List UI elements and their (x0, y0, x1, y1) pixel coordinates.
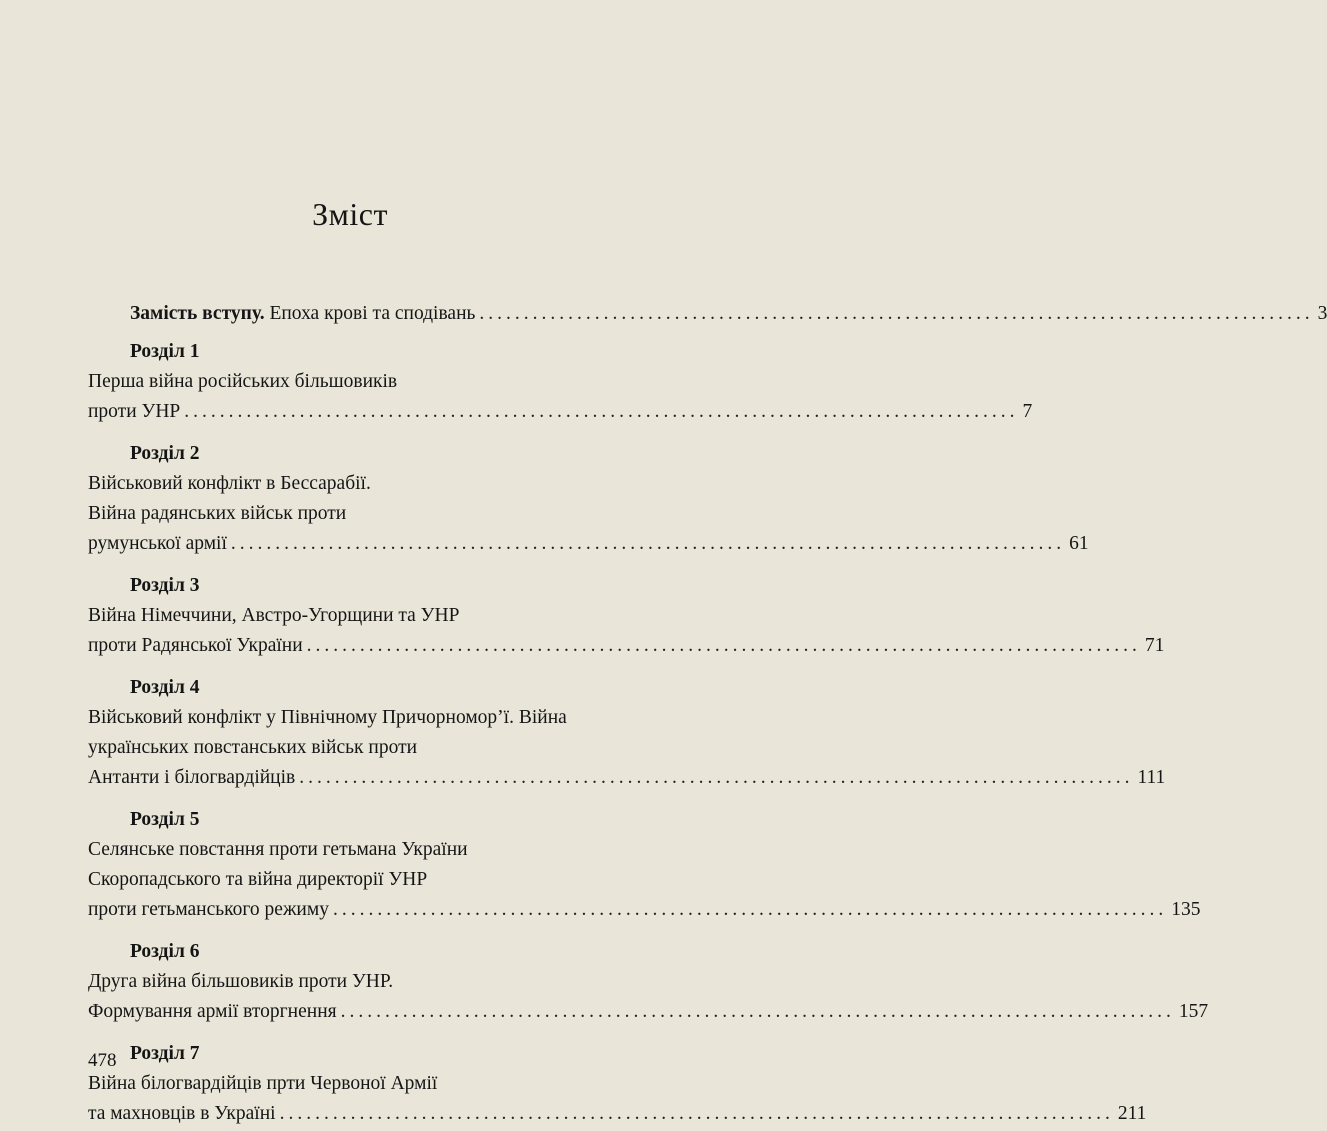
chapter-heading: Розділ 6 (130, 941, 200, 962)
chapter-title-line: Війна Німеччини, Австро-Угорщини та УНР (88, 605, 460, 626)
toc-intro-title: Епоха крові та сподівань (264, 303, 476, 324)
chapter-title-last-line (88, 631, 1165, 661)
toc-intro-label: Замість вступу. (130, 303, 265, 324)
page-title: Зміст (312, 196, 388, 232)
chapter-heading: Розділ 4 (130, 677, 200, 698)
chapter-title-last-line (88, 763, 1166, 793)
toc-intro-text (130, 299, 475, 329)
chapter-title-last-line (88, 997, 1209, 1027)
chapter-heading: Розділ 3 (130, 575, 200, 596)
chapter-title-line: румунської армії (88, 533, 227, 554)
chapter-title-last-line (88, 1099, 1147, 1129)
dot-leader: .............................................................................................. (340, 1001, 1175, 1022)
dot-leader: .............................................................................................. (306, 635, 1141, 656)
toc-page-number: 135 (1171, 899, 1201, 920)
dot-leader: .............................................................................................. (230, 533, 1066, 554)
chapter-list (88, 337, 1209, 1129)
dot-leader: .............................................................................................. (279, 1103, 1114, 1124)
chapter-heading: Розділ 5 (130, 809, 200, 830)
chapter-title-line: Скоропадського та війна директорії УНР (88, 869, 428, 890)
toc-entry-intro (88, 299, 1327, 329)
chapter-heading: Розділ 7 (130, 1043, 200, 1064)
chapter-title-last-line (88, 397, 1033, 427)
chapter-title-last-line (88, 529, 1089, 559)
chapter-title-line: проти гетьманського режиму (88, 899, 329, 920)
chapter-title-line: українських повстанських військ проти (88, 737, 418, 758)
toc-entry-chapter-3 (88, 571, 1165, 661)
dot-leader: .............................................................................................. (184, 401, 1019, 422)
toc-page-number: 111 (1137, 767, 1166, 788)
toc-entry-chapter-7 (88, 1039, 1147, 1129)
chapter-heading: Розділ 1 (130, 341, 200, 362)
chapter-title-line: Селянське повстання проти гетьмана України (88, 839, 468, 860)
toc-page-number: 71 (1144, 635, 1165, 656)
chapter-title-line: Перша війна російських більшовиків (88, 371, 398, 392)
chapter-title-last-line (88, 895, 1201, 925)
toc-entry-chapter-4 (88, 673, 1166, 793)
toc-page-number: 61 (1069, 533, 1089, 554)
chapter-title-line: Військовий конфлікт в Бессарабії. (88, 473, 371, 494)
toc-entry-chapter-1 (88, 337, 1033, 427)
chapter-heading: Розділ 2 (130, 443, 200, 464)
chapter-title-line: Військовий конфлікт у Північному Причорномор’ї. Війна (88, 707, 567, 728)
toc-entry-chapter-2 (88, 439, 1089, 559)
dot-leader: .............................................................................................. (332, 899, 1168, 920)
toc-intro-line (88, 299, 1327, 329)
dot-leader: .............................................................................................. (479, 303, 1314, 324)
chapter-title-line: Антанти і білогвардійців (88, 767, 296, 788)
toc-page-number: 3 (1317, 303, 1327, 324)
chapter-title-line: Друга війна більшовиків проти УНР. (88, 971, 394, 992)
toc-page-number: 211 (1117, 1103, 1147, 1124)
toc-page-number: 157 (1178, 1001, 1209, 1022)
table-of-contents (88, 299, 1327, 1129)
toc-entry-chapter-5 (88, 805, 1201, 925)
folio-page-number: 478 (88, 1050, 117, 1071)
toc-page-number: 7 (1022, 401, 1033, 422)
chapter-title-line: Формування армії вторгнення (88, 1001, 337, 1022)
chapter-title-line: проти Радянської України (88, 635, 303, 656)
chapter-title-line: Війна радянських військ проти (88, 503, 347, 524)
chapter-title-line: Війна білогвардійців прти Червоної Армії (88, 1073, 438, 1094)
chapter-title-line: проти УНР (88, 401, 181, 422)
toc-entry-chapter-6 (88, 937, 1209, 1027)
dot-leader: .............................................................................................. (299, 767, 1134, 788)
chapter-title-line: та махновців в Україні (88, 1103, 276, 1124)
